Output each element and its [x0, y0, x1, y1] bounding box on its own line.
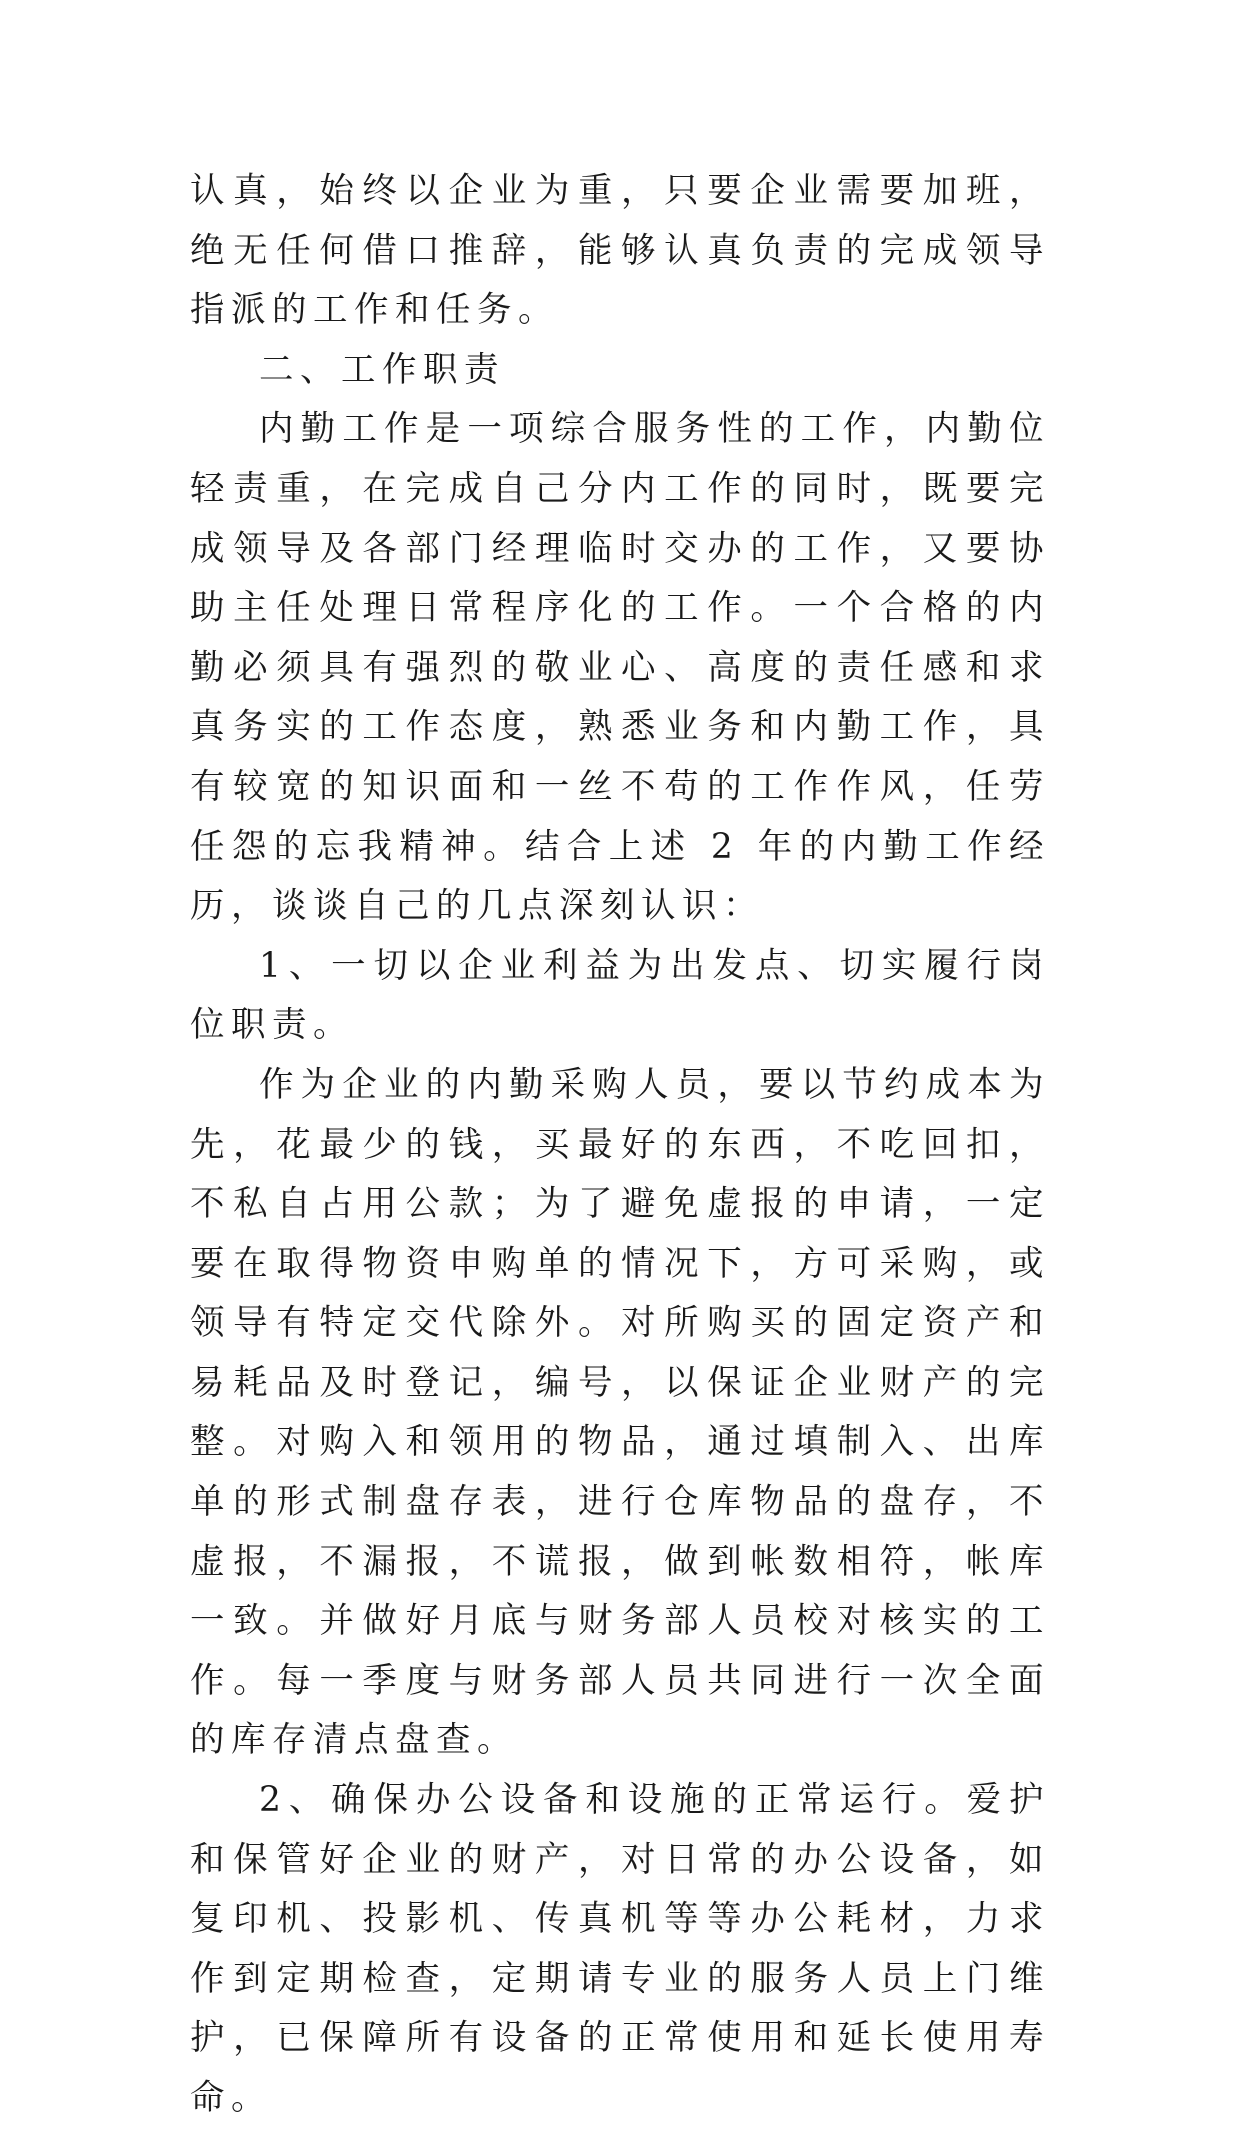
section-heading-job-duties: 二、工作职责: [259, 349, 505, 390]
paragraph-purchasing: 作为企业的内勤采购人员，要以节约成本为先，花最少的钱，买最好的东西，不吃回扣，不私自占用公款；为了避免虚报的申请，一定要在取得物资申购单的情况下，方可采购，或领导有特定交代除外。对所购买的固定资产和易耗品及时登记，编号，以保证企业财产的完整。对购入和领用的物品，通过填制入、出库单的形式制盘存表，进行仓库物品的盘存，不虚报，不漏报，不谎报，做到帐数相符，帐库一致。并做好月底与财务部人员校对核实的工作。每一季度与财务部人员共同进行一次全面的库存清点盘查。: [190, 1064, 1050, 1761]
document-body: [190, 162, 1050, 2129]
paragraph-continuation: 认真，始终以企业为重，只要企业需要加班，绝无任何借口推辞，能够认真负责的完成领导指派的工作和任务。: [190, 171, 1050, 331]
paragraph-internal-work: 内勤工作是一项综合服务性的工作，内勤位轻责重，在完成自己分内工作的同时，既要完成领导及各部门经理临时交办的工作，又要协助主任处理日常程序化的工作。一个合格的内勤必须具有强烈的敬业心、高度的责任感和求真务实的工作态度，熟悉业务和内勤工作，具有较宽的知识面和一丝不苟的工作作风，任劳任怨的忘我精神。结合上述 2 年的内勤工作经历，谈谈自己的几点深刻认识：: [190, 409, 1050, 927]
paragraph-point-2: 2、确保办公设备和设施的正常运行。爱护和保管好企业的财产，对日常的办公设备，如复印机、投影机、传真机等等办公耗材，力求作到定期检查，定期请专业的服务人员上门维护，已保障所有设备的正常使用和延长使用寿命。: [190, 1780, 1050, 2118]
point-heading-1: 1、一切以企业利益为出发点、切实履行岗位职责。: [190, 945, 1050, 1046]
